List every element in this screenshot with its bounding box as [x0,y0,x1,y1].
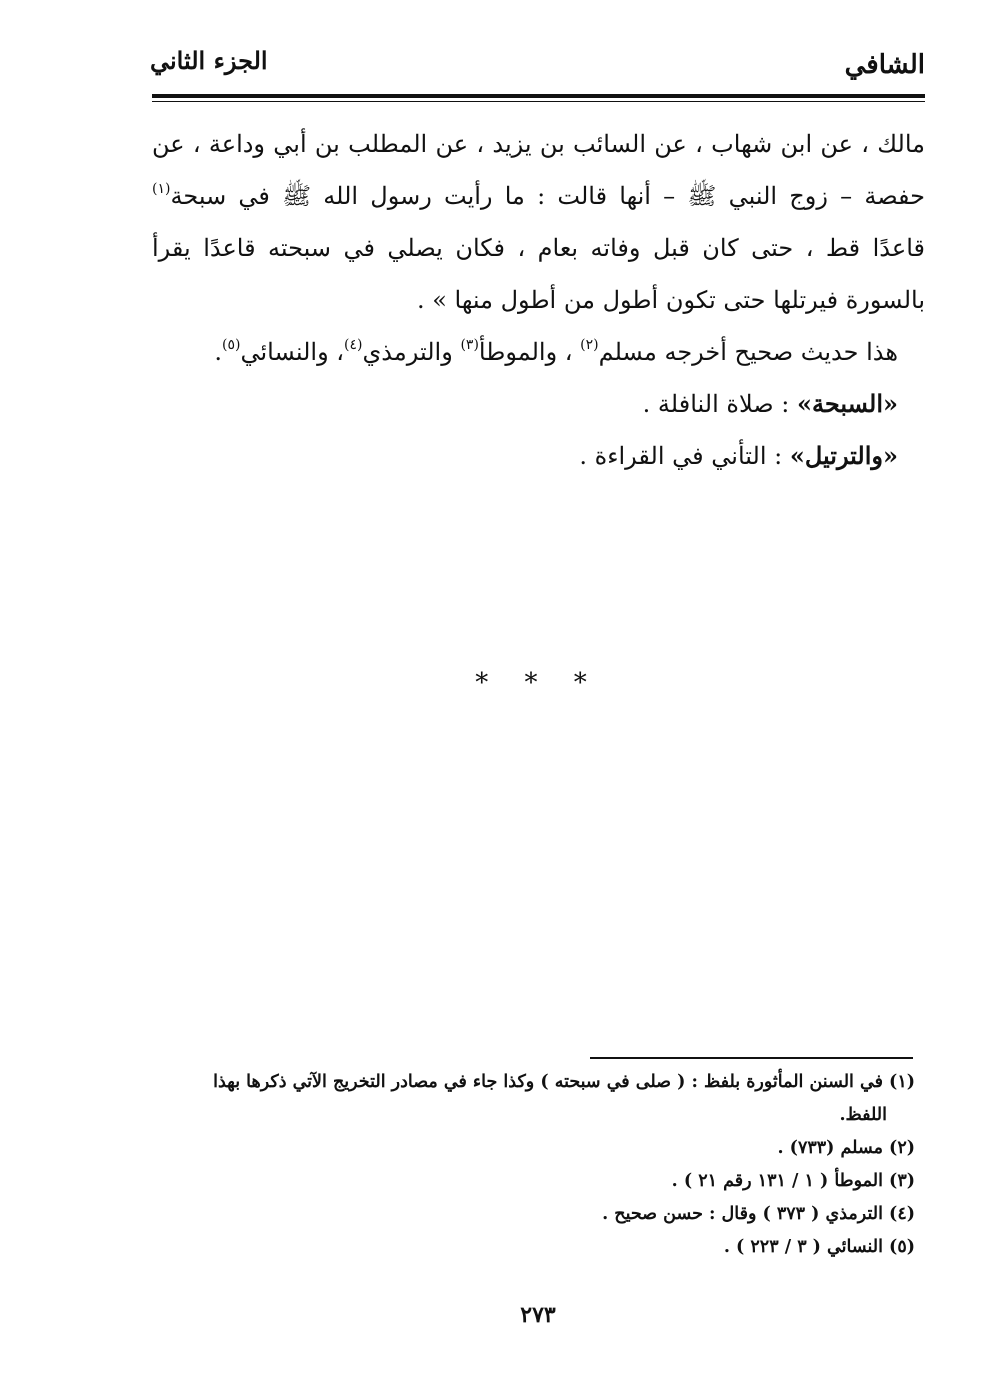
footnote-ref-4[interactable]: (٤) [344,337,363,353]
footnote-ref-2[interactable]: (٢) [580,337,599,353]
footnote-4: (٤) الترمذي ( ٣٧٣ ) وقال : حسن صحيح . [602,1204,915,1224]
hadith-line-4: بالسورة فيرتلها حتى تكون أطول من أطول منها » . [416,286,925,314]
header-rule-thin [152,101,925,102]
running-header [150,42,925,92]
book-title: الشافي [844,50,925,80]
hadith-line-3: قاعدًا قط ، حتى كان قبل وفاته بعام ، فكان يصلي في سبحته قاعدًا يقرأ [152,234,925,262]
header-rule [152,94,925,98]
section-separator: * * * [475,668,601,698]
term-tartil: «والترتيل» [789,441,898,470]
main-text [152,118,925,482]
definition-tartil [152,430,925,482]
hadith-line-2 [152,170,925,222]
definition-subha-text: : صلاة النافلة . [642,390,797,418]
hadith-line-2-text: حفصة – زوج النبي ﷺ – أنها قالت : ما رأيت رسول الله ﷺ في سبحة [170,182,925,210]
term-subha: «السبحة» [797,389,898,418]
footnote-1-continued: اللفظ. [839,1105,887,1125]
takhrij-line [152,326,925,378]
footnote-ref-5[interactable]: (٥) [221,337,241,353]
footnote-5: (٥) النسائي ( ٣ / ٢٢٣ ) . [723,1237,915,1257]
takhrij-text-1: هذا حديث صحيح أخرجه مسلم [598,338,898,366]
footnote-ref-1[interactable]: (١) [152,181,171,197]
definition-tartil-text: : التأني في القراءة . [579,442,790,470]
footnote-ref-3[interactable]: (٣) [460,337,479,353]
footnote-1: (١) في السنن المأثورة بلفظ : ( صلى في سبحته ) وكذا جاء في مصادر التخريج الآتي ذكرها بهذا [213,1072,915,1092]
takhrij-text-4: ، والنسائي [240,338,345,366]
footnote-rule [590,1057,913,1059]
footnote-2: (٢) مسلم (٧٣٣) . [777,1138,915,1158]
part-label: الجزء الثاني [150,46,268,75]
definition-subha [152,378,925,430]
footnotes [140,1066,915,1264]
takhrij-text-3: والترمذي [362,338,461,366]
hadith-line-1: مالك ، عن ابن شهاب ، عن السائب بن يزيد ، عن المطلب بن أبي وداعة ، عن [152,130,925,158]
page-number: ٢٧٣ [520,1302,556,1328]
takhrij-text-5: . [214,338,222,366]
takhrij-text-2: ، والموطأ [478,338,581,366]
footnote-3: (٣) الموطأ ( ١ / ١٣١ رقم ٢١ ) . [671,1171,915,1191]
